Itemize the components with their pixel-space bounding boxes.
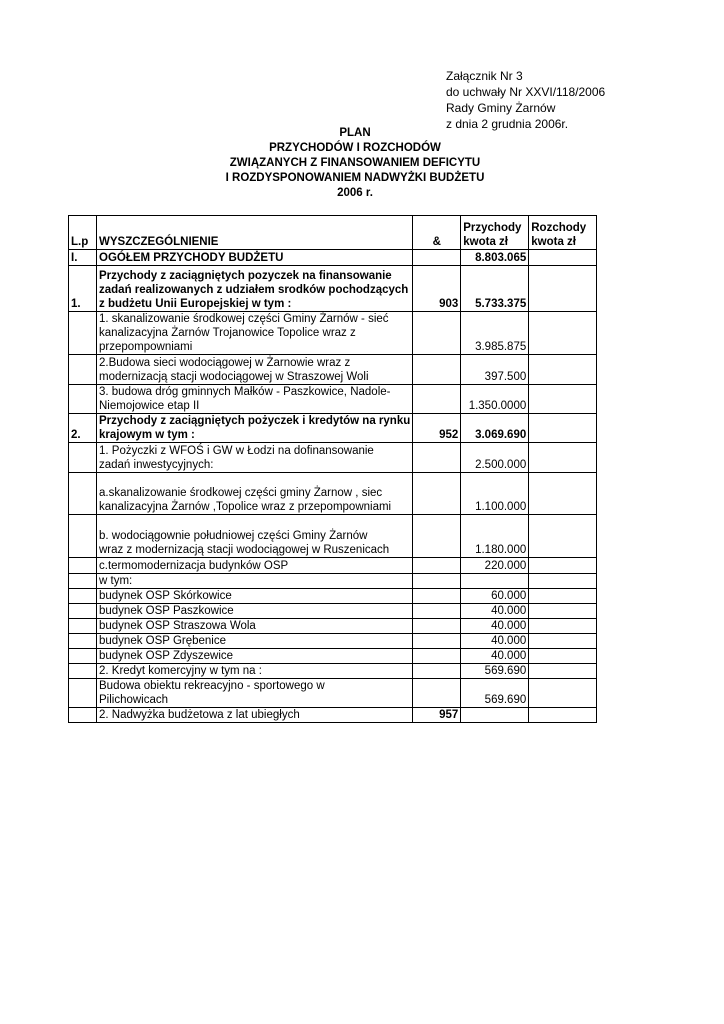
row-code: 952 — [413, 414, 461, 443]
row-income: 3.985.875 — [461, 312, 529, 355]
row-code — [413, 250, 461, 266]
row-code: 903 — [413, 266, 461, 312]
row-description — [97, 385, 413, 414]
row-lp — [69, 634, 97, 649]
row-description — [97, 250, 413, 266]
table-row — [69, 414, 597, 443]
row-lp — [69, 649, 97, 664]
table-row — [69, 604, 597, 619]
table-header-row — [69, 216, 597, 250]
row-income: 1.100.000 — [461, 473, 529, 515]
row-lp — [69, 664, 97, 679]
row-income — [461, 574, 529, 589]
row-description — [97, 443, 413, 473]
row-code — [413, 312, 461, 355]
row-description — [97, 355, 413, 385]
row-income: 3.069.690 — [461, 414, 529, 443]
budget-table — [68, 215, 597, 723]
table-row — [69, 443, 597, 473]
description-line: Niemojowice etap II — [99, 400, 200, 412]
document-title — [190, 126, 520, 201]
header-income-unit: kwota zł — [463, 236, 508, 248]
header-expense-unit: kwota zł — [531, 236, 576, 248]
row-expense — [529, 266, 597, 312]
row-code — [413, 604, 461, 619]
row-income: 40.000 — [461, 604, 529, 619]
row-lp — [69, 679, 97, 708]
description-line: 1. skanalizowanie środkowej części Gminy Żarnów - sieć — [99, 313, 389, 325]
row-income — [461, 708, 529, 723]
description-line: krajowym w tym : — [99, 429, 195, 441]
header-income — [461, 216, 529, 250]
row-lp: I. — [69, 250, 97, 266]
row-description — [97, 664, 413, 679]
table-row — [69, 473, 597, 515]
row-lp — [69, 558, 97, 574]
row-code — [413, 443, 461, 473]
table-row — [69, 574, 597, 589]
row-lp: 1. — [69, 266, 97, 312]
description-line: OGÓŁEM PRZYCHODY BUDŻETU — [99, 252, 284, 264]
description-line: zadań inwestycyjnych: — [99, 459, 214, 471]
header-income-label: Przychody — [463, 222, 522, 234]
row-expense — [529, 604, 597, 619]
row-expense — [529, 355, 597, 385]
row-income: 40.000 — [461, 619, 529, 634]
header-description: WYSZCZEGÓLNIENIE — [97, 216, 413, 250]
row-expense — [529, 473, 597, 515]
header-code: & — [413, 216, 461, 250]
row-description — [97, 589, 413, 604]
table-row — [69, 664, 597, 679]
row-lp — [69, 355, 97, 385]
row-expense — [529, 312, 597, 355]
row-income: 40.000 — [461, 634, 529, 649]
description-line: budynek OSP Grębenice — [99, 635, 227, 647]
table-row — [69, 634, 597, 649]
table-row — [69, 679, 597, 708]
title-line-4: I ROZDYSPONOWANIEM NADWYŻKI BUDŻETU — [225, 172, 485, 184]
annex-line-4: z dnia 2 grudnia 2006r. — [446, 117, 569, 131]
table-row — [69, 558, 597, 574]
row-description — [97, 515, 413, 558]
row-code — [413, 664, 461, 679]
row-income: 8.803.065 — [461, 250, 529, 266]
title-line-1: PLAN — [339, 127, 371, 139]
description-line: kanalizacyjna Żarnów ,Topolice wraz z przepompowniami — [99, 501, 392, 513]
row-expense — [529, 634, 597, 649]
header-expense-label: Rozchody — [531, 222, 587, 234]
row-expense — [529, 679, 597, 708]
row-expense — [529, 619, 597, 634]
row-lp — [69, 385, 97, 414]
row-expense — [529, 589, 597, 604]
description-line: 2.Budowa sieci wodociągowej w Żarnowie wraz z — [99, 357, 351, 369]
row-code — [413, 515, 461, 558]
row-expense — [529, 250, 597, 266]
row-code: 957 — [413, 708, 461, 723]
row-code — [413, 355, 461, 385]
description-line: przepompowniami — [99, 341, 193, 353]
row-expense — [529, 558, 597, 574]
row-code — [413, 558, 461, 574]
description-line: Pilichowicach — [99, 694, 169, 706]
row-income: 220.000 — [461, 558, 529, 574]
description-line: Przychody z zaciągniętych pożyczek i kredytów na rynku — [99, 415, 411, 427]
row-lp — [69, 619, 97, 634]
table-row — [69, 649, 597, 664]
description-line: modernizacją stacji wodociągowej w Straszowej Woli — [99, 371, 369, 383]
row-lp — [69, 515, 97, 558]
row-lp — [69, 708, 97, 723]
row-income: 397.500 — [461, 355, 529, 385]
header-expense — [529, 216, 597, 250]
row-code — [413, 589, 461, 604]
row-lp — [69, 574, 97, 589]
table-row — [69, 589, 597, 604]
row-income: 1.350.0000 — [461, 385, 529, 414]
description-line: 1. Pożyczki z WFOŚ i GW w Łodzi na dofinansowanie — [99, 445, 374, 457]
description-line: Budowa obiektu rekreacyjno - sportowego w — [99, 680, 325, 692]
description-line: budynek OSP Zdyszewice — [99, 650, 234, 662]
row-income: 5.733.375 — [461, 266, 529, 312]
description-line: budynek OSP Skórkowice — [99, 590, 232, 602]
description-line: a.skanalizowanie środkowej części gminy Żarnow , siec — [99, 487, 383, 499]
annex-line-3: Rady Gminy Żarnów — [446, 101, 556, 115]
row-lp — [69, 604, 97, 619]
description-line: Przychody z zaciągniętych pozyczek na finansowanie — [99, 270, 392, 282]
row-description — [97, 266, 413, 312]
row-description — [97, 604, 413, 619]
description-line: c.termomodernizacja budynków OSP — [99, 560, 289, 572]
description-line: budynek OSP Paszkowice — [99, 605, 234, 617]
row-income: 40.000 — [461, 649, 529, 664]
description-line: zadań realizowanych z udziałem srodków pochodzących — [99, 284, 409, 296]
row-expense — [529, 649, 597, 664]
row-lp: 2. — [69, 414, 97, 443]
annex-note — [446, 68, 606, 132]
row-expense — [529, 664, 597, 679]
row-income: 569.690 — [461, 679, 529, 708]
row-code — [413, 619, 461, 634]
description-line: budynek OSP Straszowa Wola — [99, 620, 256, 632]
row-expense — [529, 708, 597, 723]
row-description — [97, 708, 413, 723]
row-description — [97, 473, 413, 515]
row-description — [97, 574, 413, 589]
table-row — [69, 266, 597, 312]
row-code — [413, 473, 461, 515]
row-expense — [529, 574, 597, 589]
row-description — [97, 312, 413, 355]
row-description — [97, 414, 413, 443]
title-line-2: PRZYCHODÓW I ROZCHODÓW — [269, 142, 441, 154]
title-line-5: 2006 r. — [337, 187, 373, 199]
row-income: 2.500.000 — [461, 443, 529, 473]
row-code — [413, 385, 461, 414]
title-line-3: ZWIĄZANYCH Z FINANSOWANIEM DEFICYTU — [229, 157, 481, 169]
table-row — [69, 619, 597, 634]
row-expense — [529, 443, 597, 473]
row-lp — [69, 312, 97, 355]
row-description — [97, 679, 413, 708]
description-line: kanalizacyjna Żarnów Trojanowice Topolice wraz z — [99, 327, 356, 339]
description-line: b. wodociągownie południowej części Gminy Żarnów — [99, 530, 368, 542]
annex-line-1: Załącznik Nr 3 — [446, 69, 523, 83]
row-description — [97, 649, 413, 664]
header-lp: L.p — [69, 216, 97, 250]
row-description — [97, 619, 413, 634]
table-row — [69, 250, 597, 266]
row-code — [413, 679, 461, 708]
row-description — [97, 634, 413, 649]
row-lp — [69, 443, 97, 473]
row-code — [413, 574, 461, 589]
row-code — [413, 634, 461, 649]
description-line: 2. Nadwyżka budżetowa z lat ubiegłych — [99, 709, 300, 721]
table-row — [69, 515, 597, 558]
row-expense — [529, 414, 597, 443]
table-row — [69, 312, 597, 355]
row-lp — [69, 589, 97, 604]
row-description — [97, 558, 413, 574]
description-line: 3. budowa dróg gminnych Małków - Paszkowice, Nadole- — [99, 386, 391, 398]
table-row — [69, 385, 597, 414]
description-line: z budżetu Unii Europejskiej w tym : — [99, 298, 292, 310]
annex-line-2: do uchwały Nr XXVI/118/2006 — [446, 85, 606, 99]
description-line: wraz z modernizacją stacji wodociągowej w Ruszenicach — [99, 544, 390, 556]
row-income: 569.690 — [461, 664, 529, 679]
row-income: 60.000 — [461, 589, 529, 604]
table-row — [69, 355, 597, 385]
row-expense — [529, 385, 597, 414]
table-row — [69, 708, 597, 723]
row-expense — [529, 515, 597, 558]
description-line: w tym: — [99, 575, 133, 587]
row-lp — [69, 473, 97, 515]
row-income: 1.180.000 — [461, 515, 529, 558]
row-code — [413, 649, 461, 664]
description-line: 2. Kredyt komercyjny w tym na : — [99, 665, 262, 677]
